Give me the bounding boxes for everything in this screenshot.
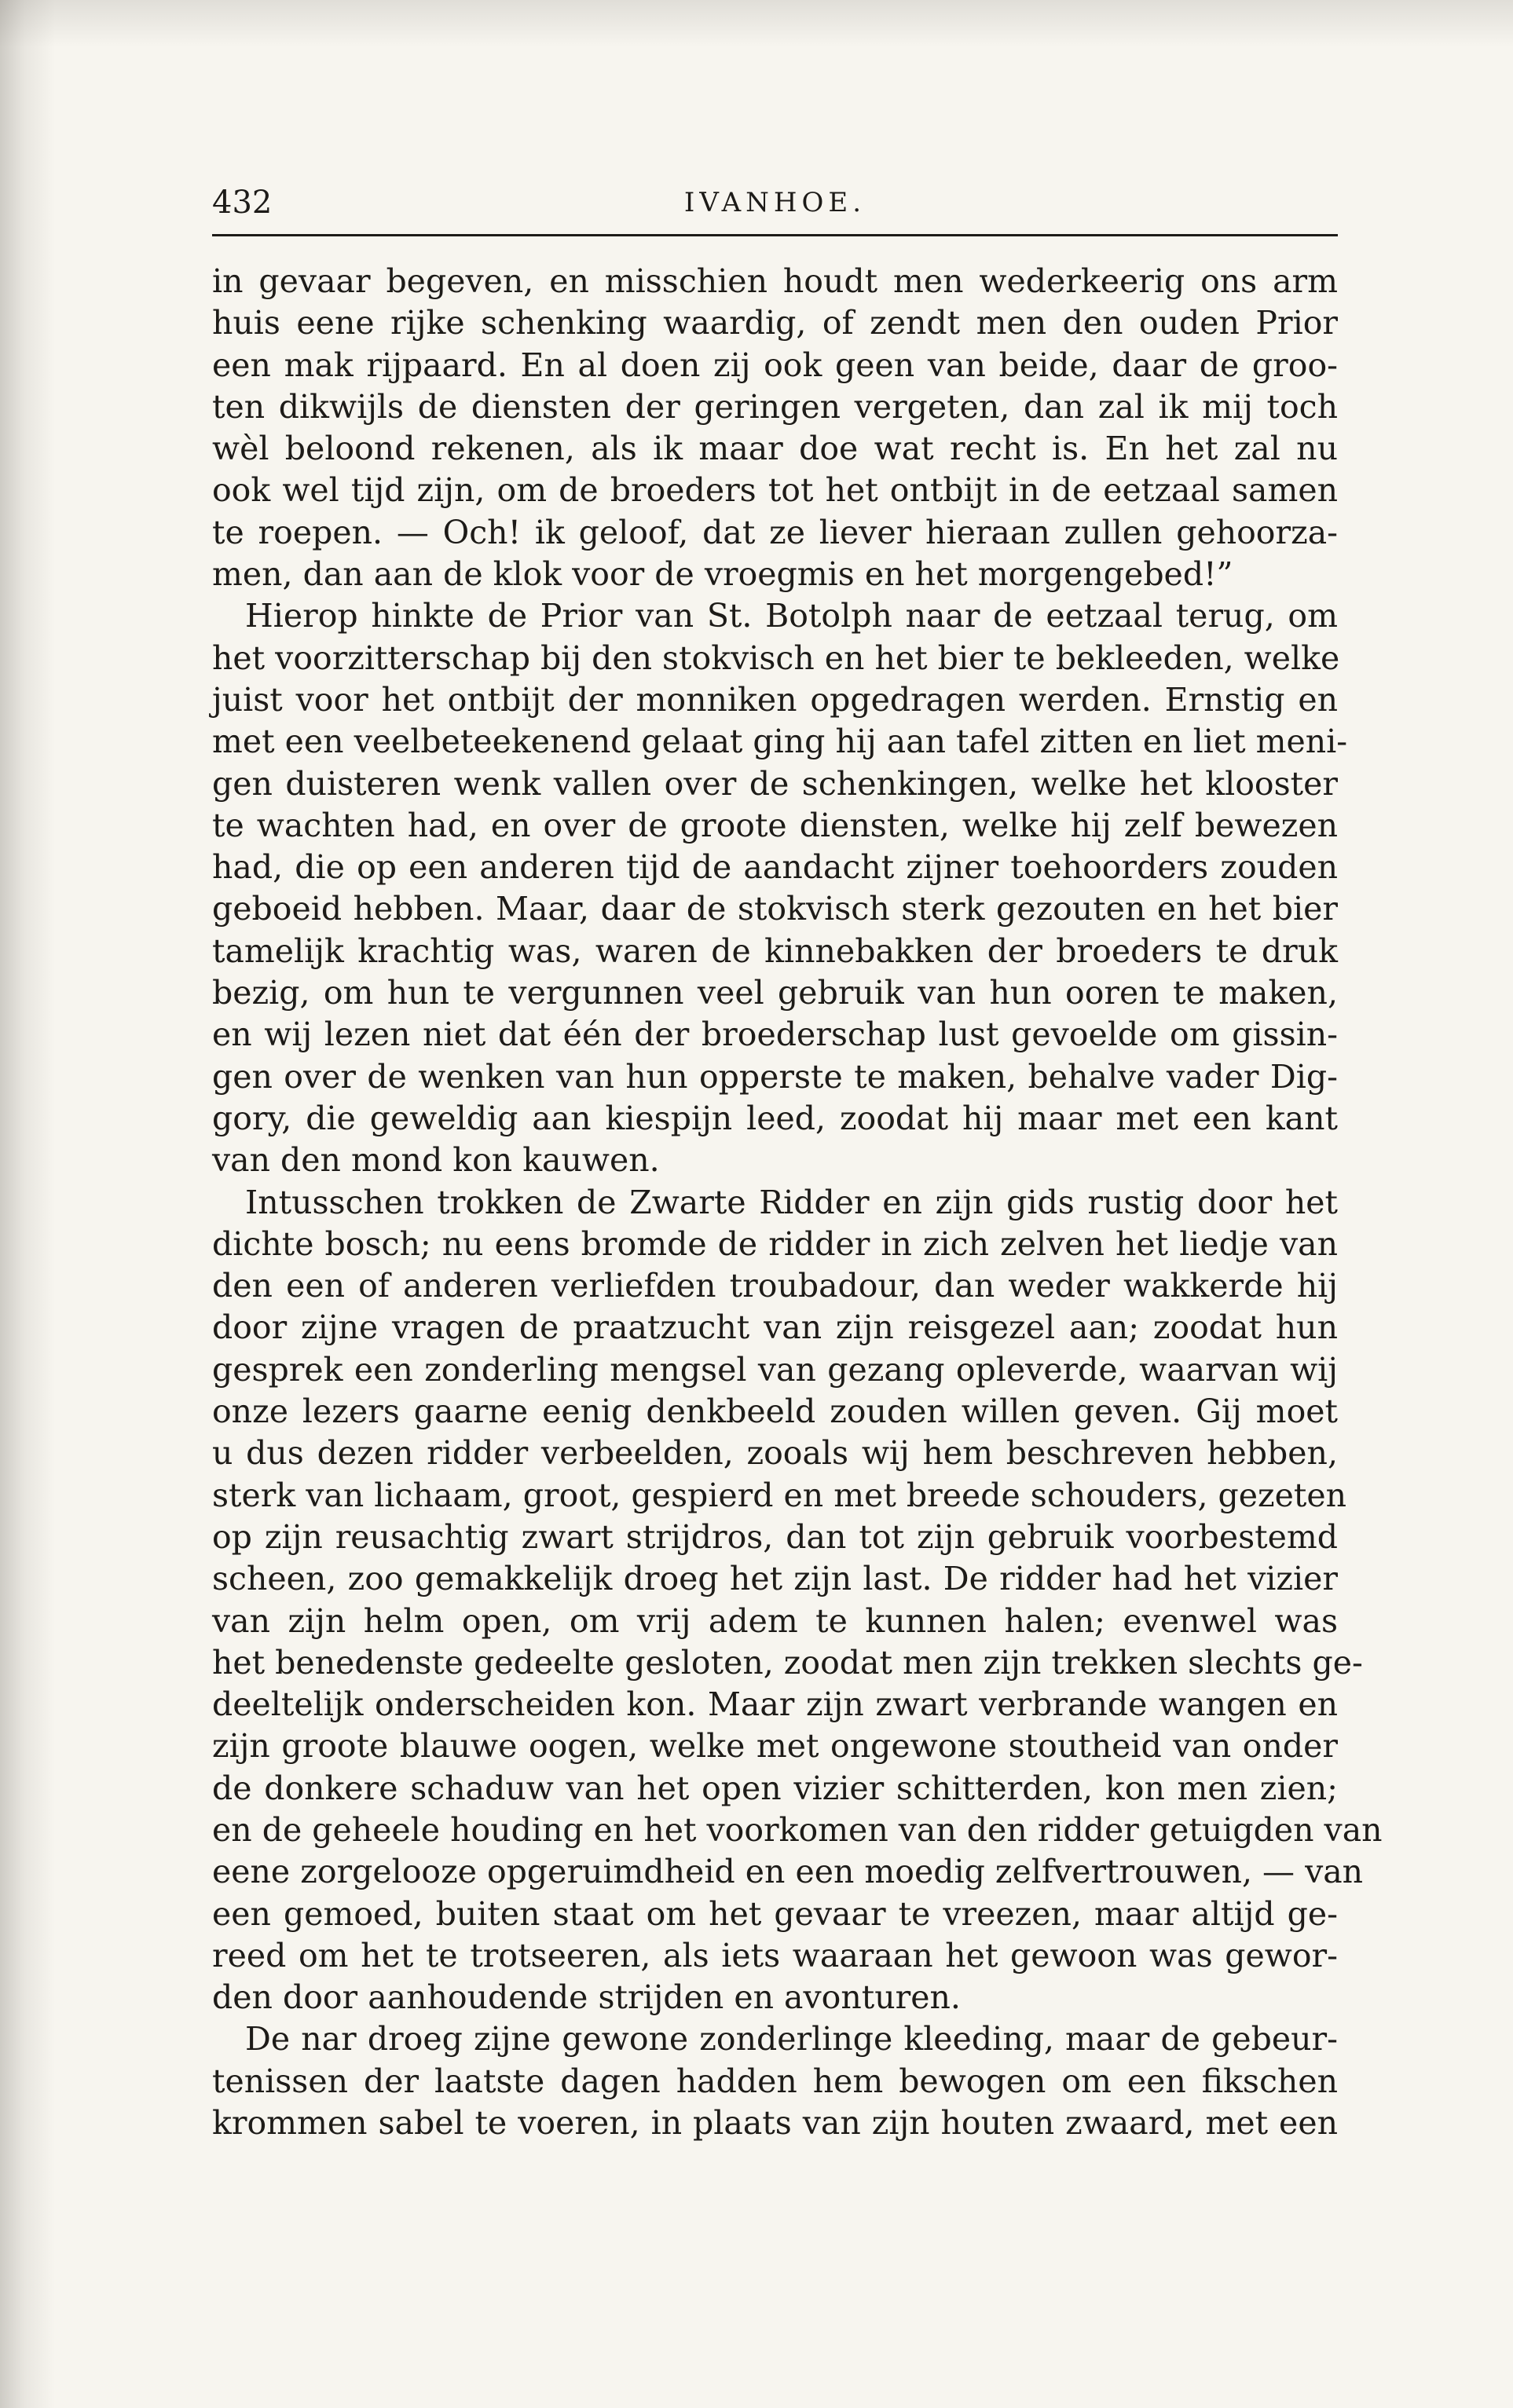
text-line: en wij lezen niet dat één der broederschap lust gevoelde om gissin- bbox=[212, 1016, 1338, 1054]
text-line: juist voor het ontbijt der monniken opgedragen werden. Ernstig en bbox=[212, 680, 1338, 719]
text-line: het voorzitterschap bij den stokvisch en het bier te bekleeden, welke bbox=[212, 639, 1340, 677]
text-line: de donkere schaduw van het open vizier schitterden, kon men zien; bbox=[212, 1769, 1338, 1807]
text-line: te roepen. — Och! ik geloof, dat ze liever hieraan zullen gehoorza- bbox=[212, 513, 1338, 551]
text-line: dichte bosch; nu eens bromde de ridder in zich zelven het liedje van bbox=[212, 1224, 1338, 1263]
text-line: met een veelbeteekenend gelaat ging hij aan tafel zitten en liet meni- bbox=[212, 723, 1348, 761]
text-line: gesprek een zonderling mengsel van gezang opleverde, waarvan wij bbox=[212, 1350, 1338, 1389]
text-line: Hierop hinkte de Prior van St. Botolph naar de eetzaal terug, om bbox=[245, 597, 1338, 635]
text-line: men, dan aan de klok voor de vroegmis en het morgengebed!” bbox=[212, 555, 1233, 594]
text-line: op zijn reusachtig zwart strijdros, dan tot zijn gebruik voorbestemd bbox=[212, 1517, 1338, 1556]
text-line: van zijn helm open, om vrij adem te kunnen halen; evenwel was bbox=[212, 1601, 1338, 1640]
text-line: onze lezers gaarne eenig denkbeeld zouden willen geven. Gij moet bbox=[212, 1392, 1338, 1431]
text-line: door zijne vragen de praatzucht van zijn reisgezel aan; zoodat hun bbox=[212, 1308, 1338, 1347]
text-line: had, die op een anderen tijd de aandacht zijner toehoorders zouden bbox=[212, 848, 1338, 887]
text-line: tenissen der laatste dagen hadden hem bewogen om een fikschen bbox=[212, 2062, 1338, 2100]
header-rule bbox=[212, 234, 1338, 236]
text-line: gen over de wenken van hun opperste te maken, behalve vader Dig- bbox=[212, 1057, 1338, 1096]
text-line: geboeid hebben. Maar, daar de stokvisch sterk gezouten en het bier bbox=[212, 890, 1338, 928]
text-line: den een of anderen verliefden troubadour, dan weder wakkerde hij bbox=[212, 1267, 1338, 1305]
text-line: gory, die geweldig aan kiespijn leed, zoodat hij maar met een kant bbox=[212, 1099, 1338, 1137]
text-line: deeltelijk onderscheiden kon. Maar zijn zwart verbrande wangen en bbox=[212, 1685, 1338, 1724]
text-line: ook wel tijd zijn, om de broeders tot het ontbijt in de eetzaal samen bbox=[212, 471, 1338, 510]
page-number: 432 bbox=[212, 185, 273, 221]
text-line: huis eene rijke schenking waardig, of zendt men den ouden Prior bbox=[212, 304, 1338, 342]
text-line: reed om het te trotseeren, als iets waaraan het gewoon was gewor- bbox=[212, 1936, 1338, 1974]
paragraph bbox=[212, 261, 1338, 595]
text-line: u dus dezen ridder verbeelden, zooals wij hem beschreven hebben, bbox=[212, 1434, 1338, 1473]
text-line: te wachten had, en over de groote diensten, welke hij zelf bewezen bbox=[212, 806, 1338, 844]
text-line: een mak rijpaard. En al doen zij ook geen van beide, daar de groo- bbox=[212, 346, 1338, 384]
text-line: den door aanhoudende strijden en avonturen. bbox=[212, 1978, 961, 2017]
text-line: Intusschen trokken de Zwarte Ridder en zijn gids rustig door het bbox=[245, 1183, 1338, 1221]
text-line: De nar droeg zijne gewone zonderlinge kleeding, maar de gebeur- bbox=[245, 2020, 1338, 2059]
text-line: tamelijk krachtig was, waren de kinnebakken der broeders te druk bbox=[212, 931, 1338, 970]
text-line: een gemoed, buiten staat om het gevaar te vreezen, maar altijd ge- bbox=[212, 1894, 1338, 1933]
text-line: eene zorgelooze opgeruimdheid en een moedig zelfvertrouwen, — van bbox=[212, 1853, 1364, 1891]
text-line: het benedenste gedeelte gesloten, zoodat men zijn trekken slechts ge- bbox=[212, 1643, 1363, 1682]
text-line: van den mond kon kauwen. bbox=[212, 1141, 660, 1180]
paragraph bbox=[212, 1182, 1383, 2019]
paragraph bbox=[212, 2018, 1338, 2144]
text-line: krommen sabel te voeren, in plaats van zijn houten zwaard, met een bbox=[212, 2104, 1338, 2143]
text-line: en de geheele houding en het voorkomen van den ridder getuigden van bbox=[212, 1810, 1383, 1849]
running-title: IVANHOE. bbox=[683, 187, 866, 218]
text-line: ten dikwijls de diensten der geringen vergeten, dan zal ik mij toch bbox=[212, 387, 1338, 426]
text-line: in gevaar begeven, en misschien houdt men wederkeerig ons arm bbox=[212, 262, 1338, 300]
scan-shadow-left bbox=[0, 0, 55, 2408]
paragraph bbox=[212, 595, 1348, 1181]
text-line: wèl beloond rekenen, als ik maar doe wat recht is. En het zal nu bbox=[212, 430, 1338, 468]
text-line: zijn groote blauwe oogen, welke met ongewone stoutheid van onder bbox=[212, 1727, 1338, 1766]
text-line: gen duisteren wenk vallen over de schenkingen, welke het klooster bbox=[212, 764, 1338, 803]
scan-shadow-top bbox=[0, 0, 1513, 47]
text-line: bezig, om hun te vergunnen veel gebruik van hun ooren te maken, bbox=[212, 974, 1338, 1012]
body-text bbox=[212, 261, 1383, 2144]
text-line: scheen, zoo gemakkelijk droeg het zijn last. De ridder had het vizier bbox=[212, 1560, 1338, 1598]
running-header bbox=[212, 182, 1338, 237]
text-line: sterk van lichaam, groot, gespierd en met breede schouders, gezeten bbox=[212, 1476, 1347, 1514]
